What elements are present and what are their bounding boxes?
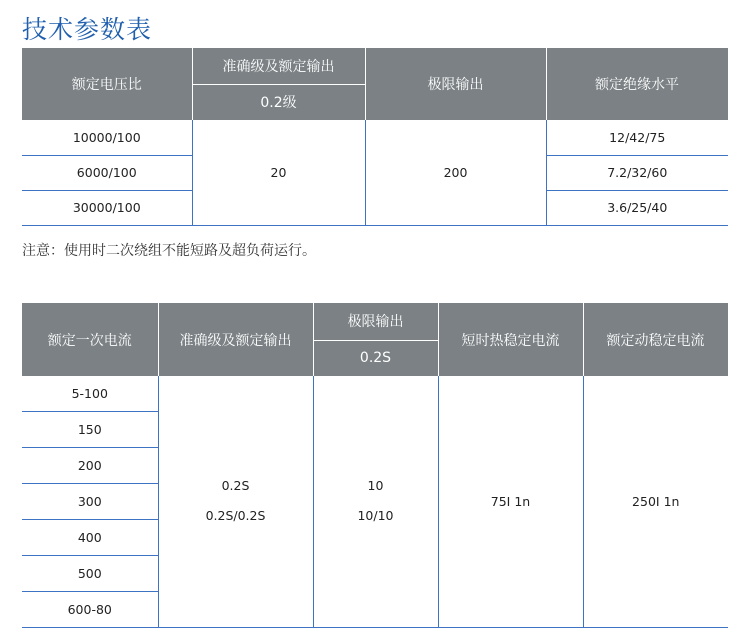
insulation-cell: 12/42/75 [546, 120, 728, 155]
header-limit-output: 极限输出 [365, 48, 546, 120]
limit-value: 10/10 [357, 508, 394, 524]
header-limit-class: 0.2S [313, 340, 438, 376]
dynamic-value-cell: 250I 1n [583, 376, 728, 627]
current-cell: 200 [22, 447, 158, 483]
header-accuracy-output: 准确级及额定输出 [158, 303, 313, 376]
header-thermal-current: 短时热稳定电流 [438, 303, 583, 376]
current-cell: 5-100 [22, 376, 158, 411]
header-accuracy-output: 准确级及额定输出 [192, 48, 365, 84]
header-voltage-ratio: 额定电压比 [22, 48, 192, 120]
current-cell: 300 [22, 483, 158, 519]
usage-note: 注意：使用时二次绕组不能短路及超负荷运行。 [22, 243, 316, 259]
table-row [22, 376, 728, 411]
header-primary-current: 额定一次电流 [22, 303, 158, 376]
limit-value-cell: 200 [365, 120, 546, 225]
insulation-cell: 7.2/32/60 [546, 155, 728, 190]
header-limit-output: 极限输出 [313, 303, 438, 340]
current-cell: 600-80 [22, 591, 158, 627]
ratio-cell: 10000/100 [22, 120, 192, 155]
current-spec-table [22, 303, 729, 628]
accuracy-value-cell: 20 [192, 120, 365, 225]
limit-value-cell [313, 376, 438, 627]
header-accuracy-class: 0.2级 [192, 84, 365, 120]
insulation-cell: 3.6/25/40 [546, 190, 728, 225]
voltage-spec-table [22, 48, 729, 226]
accuracy-value: 0.2S/0.2S [205, 508, 266, 524]
ratio-cell: 30000/100 [22, 190, 192, 225]
page-title: 技术参数表 [22, 15, 153, 44]
current-cell: 500 [22, 555, 158, 591]
header-dynamic-current: 额定动稳定电流 [583, 303, 728, 376]
ratio-cell: 6000/100 [22, 155, 192, 190]
current-cell: 400 [22, 519, 158, 555]
limit-value: 10 [367, 478, 384, 494]
accuracy-value-cell [158, 376, 313, 627]
accuracy-value: 0.2S [221, 478, 250, 494]
table-row [22, 120, 728, 155]
header-insulation-level: 额定绝缘水平 [546, 48, 728, 120]
current-cell: 150 [22, 411, 158, 447]
thermal-value-cell: 75I 1n [438, 376, 583, 627]
